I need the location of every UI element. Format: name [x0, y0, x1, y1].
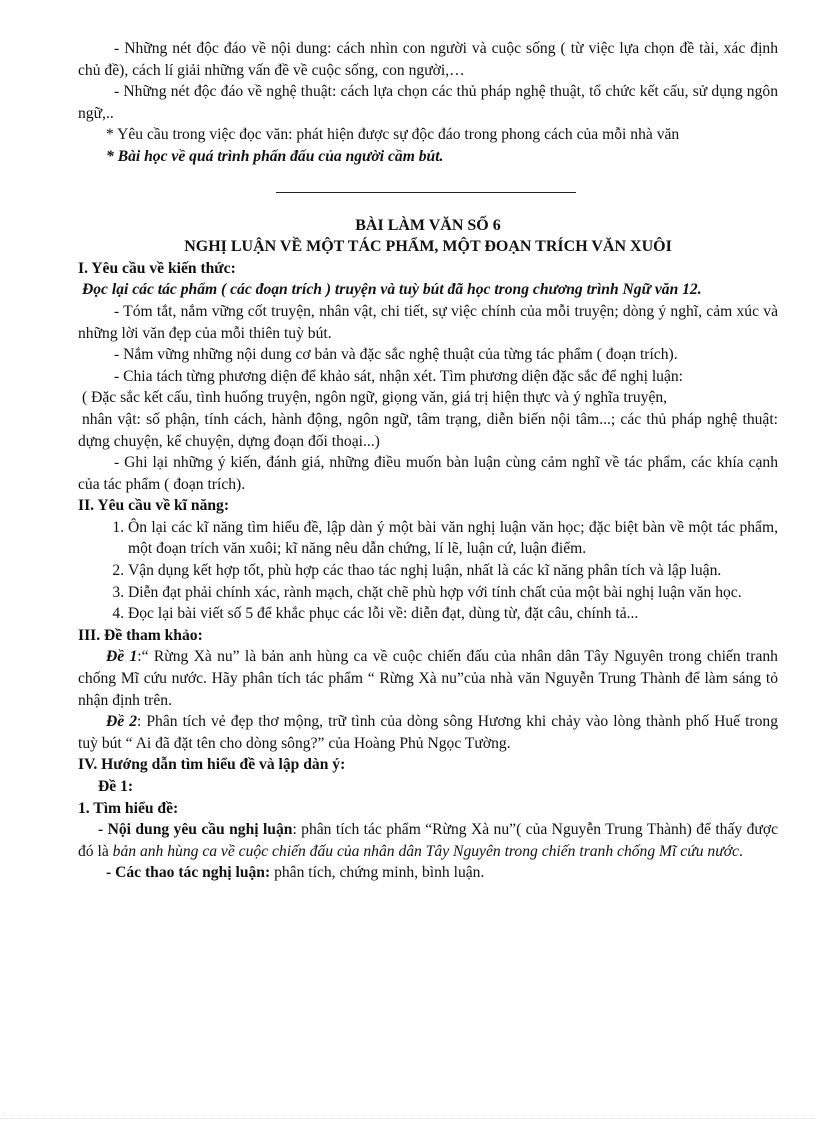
requirement-text: : phân tích tác phẩm “Rừng Xà nu”( của Nguyễn Trung Thành) để thấy được đó là	[78, 821, 778, 860]
section1-paragraph: ( Đặc sắc kết cấu, tình huống truyện, ngôn ngữ, giọng văn, giá trị hiện thực và ý nghĩa truyện,	[82, 389, 668, 407]
section1-paragraph: - Nắm vững những nội dung cơ bản và đặc sắc nghệ thuật của từng tác phẩm ( đoạn trích).	[114, 346, 678, 364]
intro-writer-lesson: * Bài học về quá trình phấn đấu của người cầm bút.	[106, 147, 444, 165]
list-item: 3. Diễn đạt phải chính xác, rành mạch, chặt chẽ phù hợp với tính chất của một bài nghị luận văn học.	[128, 582, 778, 604]
intro-content-paragraph: - Những nét độc đáo về nội dung: cách nhìn con người và cuộc sống ( từ việc lựa chọn đề tài, xác định chủ đề), cách lí giải những vấn đề về cuộc sống, con người,…	[78, 40, 778, 79]
list-item: 2. Vận dụng kết hợp tốt, phù hợp các thao tác nghị luận, nhất là các kĩ năng phân tích và lập luận.	[128, 560, 778, 582]
section4-heading: IV. Hướng dẫn tìm hiểu đề và lập dàn ý:	[78, 756, 346, 774]
topic-1-label: Đề 1	[106, 648, 138, 666]
topic-2-text: : Phân tích vẻ đẹp thơ mộng, trữ tình của dòng sông Hương khi chảy vào lòng thành phố Huế trong tuỳ bút “ Ai đã đặt tên cho dòng sông?” của Hoàng Phủ Ngọc Tường.	[78, 713, 778, 752]
page-footer-divider	[0, 1118, 816, 1119]
operations-label: - Các thao tác nghị luận:	[106, 864, 271, 882]
topic-1	[78, 646, 778, 711]
section1-lead: Đọc lại các tác phẩm ( các đoạn trích ) truyện và tuỳ bút đã học trong chương trình Ngữ văn 12.	[82, 281, 702, 299]
intro-reading-requirement: * Yêu cầu trong việc đọc văn: phát hiện được sự độc đáo trong phong cách của mỗi nhà văn	[106, 126, 680, 144]
topic-2	[78, 711, 778, 754]
section3-heading: III. Đề tham khảo:	[78, 626, 203, 644]
section1-paragraph: - Tóm tắt, nắm vững cốt truyện, nhân vật, chi tiết, sự việc chính của mỗi truyện; dòng ý nghĩ, cảm xúc và những lời văn đẹp của mỗi thiên tuỳ bút.	[78, 302, 778, 342]
section1-heading: I. Yêu cầu về kiến thức:	[78, 259, 236, 277]
section4-topic: Đề 1:	[98, 778, 134, 795]
section4-subheading: 1. Tìm hiểu đề:	[78, 799, 179, 817]
intro-art-paragraph: - Những nét độc đáo về nghệ thuật: cách lựa chọn các thủ pháp nghệ thuật, tổ chức kết cấu, sử dụng ngôn ngữ,..	[78, 83, 778, 122]
document-page	[78, 38, 778, 884]
skills-list	[78, 517, 778, 625]
assignment-subtitle: NGHỊ LUẬN VỀ MỘT TÁC PHẨM, MỘT ĐOẠN TRÍCH VĂN XUÔI	[184, 238, 672, 256]
requirement-end: .	[738, 842, 743, 860]
topic-2-label: Đề 2	[106, 713, 138, 731]
requirement-italic: bản anh hùng ca về cuộc chiến đấu của nhân dân Tây Nguyên trong chiến tranh chống Mĩ cứu nước	[112, 842, 739, 860]
section1-paragraph: - Chia tách từng phương diện để khảo sát, nhận xét. Tìm phương diện đặc sắc để nghị luận:	[114, 367, 684, 385]
operations-paragraph	[78, 862, 778, 884]
section2-heading: II. Yêu cầu về kĩ năng:	[78, 497, 230, 515]
requirement-label: - Nội dung yêu cầu nghị luận	[98, 821, 293, 839]
topic-1-text: :“ Rừng Xà nu” là bản anh hùng ca về cuộc chiến đấu của nhân dân Tây Nguyên trong chiến tranh chống Mĩ cứu nước. Hãy phân tích tác phẩm “ Rừng Xà nu”của nhà văn Nguyễn Trung Thành để làm sáng tỏ nhận định trên.	[78, 648, 778, 709]
assignment-title: BÀI LÀM VĂN SỐ 6	[355, 216, 501, 234]
section1-paragraph: - Ghi lại những ý kiến, đánh giá, những điều muốn bàn luận cùng cảm nghĩ về tác phẩm, các khía cạnh của tác phẩm ( đoạn trích).	[78, 454, 778, 493]
list-item: 1. Ôn lại các kĩ năng tìm hiểu đề, lập dàn ý một bài văn nghị luận văn học; đặc biệt bàn về một tác phẩm, một đoạn trích văn xuôi; kĩ năng nêu dẫn chứng, lí lẽ, luận cứ, luận điểm.	[128, 517, 778, 560]
requirement-paragraph	[78, 819, 778, 862]
section-divider	[276, 192, 576, 193]
operations-text: phân tích, chứng minh, bình luận.	[270, 864, 485, 882]
section1-paragraph: nhân vật: số phận, tính cách, hành động, ngôn ngữ, tâm trạng, diễn biến nội tâm...; các thủ pháp nghệ thuật: dựng chuyện, kể chuyện, dựng đoạn đối thoại...)	[78, 410, 778, 450]
list-item: 4. Đọc lại bài viết số 5 để khắc phục các lỗi về: diễn đạt, dùng từ, đặt câu, chính tả...	[128, 603, 778, 625]
